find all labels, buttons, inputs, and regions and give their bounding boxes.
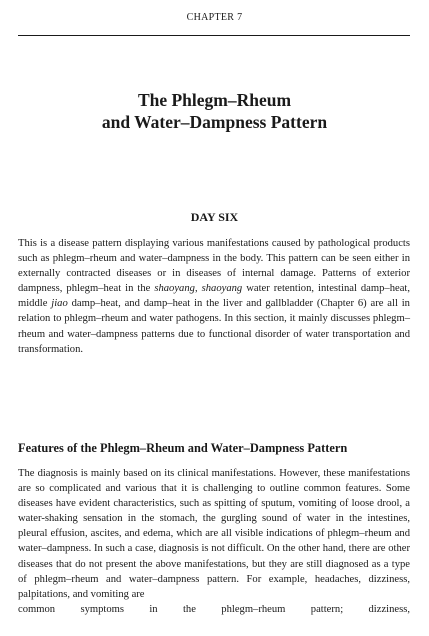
intro-term-shaoyang-1: shaoyang	[154, 283, 195, 295]
section-heading: Features of the Phlegm–Rheum and Water–Dampness Pattern	[18, 441, 348, 455]
header-rule	[18, 35, 410, 36]
day-heading: DAY SIX	[190, 210, 239, 224]
intro-term-shaoyang-2: shaoyang	[201, 283, 243, 295]
intro-text-2: ,	[194, 283, 202, 295]
intro-paragraph	[18, 236, 410, 357]
section-paragraph	[18, 466, 410, 617]
chapter-title	[0, 89, 429, 133]
chapter-title-line-2: and Water–Dampness Pattern	[101, 112, 328, 132]
intro-text-1: This is a disease pattern displaying various manifestations caused by pathological products such as phlegm–rheum and water–dampness in the body. This pattern can be seen either in externally contracted diseases or in diseases of internal damage. Patterns of exterior dampness, phlegm–heat in the	[18, 238, 410, 295]
section-body-text: The diagnosis is mainly based on its clinical manifestations. However, these manifestations are so complicated and various that it is challenging to outline common features. Some diseases have evident characteristics, such as spitting of sputum, vomiting of loose drool, a water-shaking sensation in the stomach, the gurgling sound of water in the intestines, pleural effusion, ascites, and edema, which are all visible indications of phlegm–rheum and water–dampness. In such a case, diagnosis is not difficult. On the other hand, there are other diseases that do not present the above manifestations, but they are still diagnosed as a type of phlegm–rheum and water–dampness pattern. For example, headaches, dizziness, palpitations, and vomiting are	[18, 468, 410, 600]
chapter-title-line-1: The Phlegm–Rheum	[137, 90, 292, 110]
chapter-label: CHAPTER 7	[186, 12, 243, 23]
intro-term-jiao: jiao	[51, 298, 68, 310]
intro-text-3: water retention, intestinal damp–heat, middle	[18, 283, 411, 310]
intro-text-4: damp–heat, and damp–heat in the liver and gallbladder (Chapter 6) are all in relation to phlegm–rheum and water pathogens. In this section, it mainly discusses phlegm–rheum and water–dampness patterns due to functional disorder of water transportation and transformation.	[18, 298, 410, 355]
section-body-last-line: common symptoms in the phlegm–rheum pattern; dizziness,	[18, 603, 410, 615]
